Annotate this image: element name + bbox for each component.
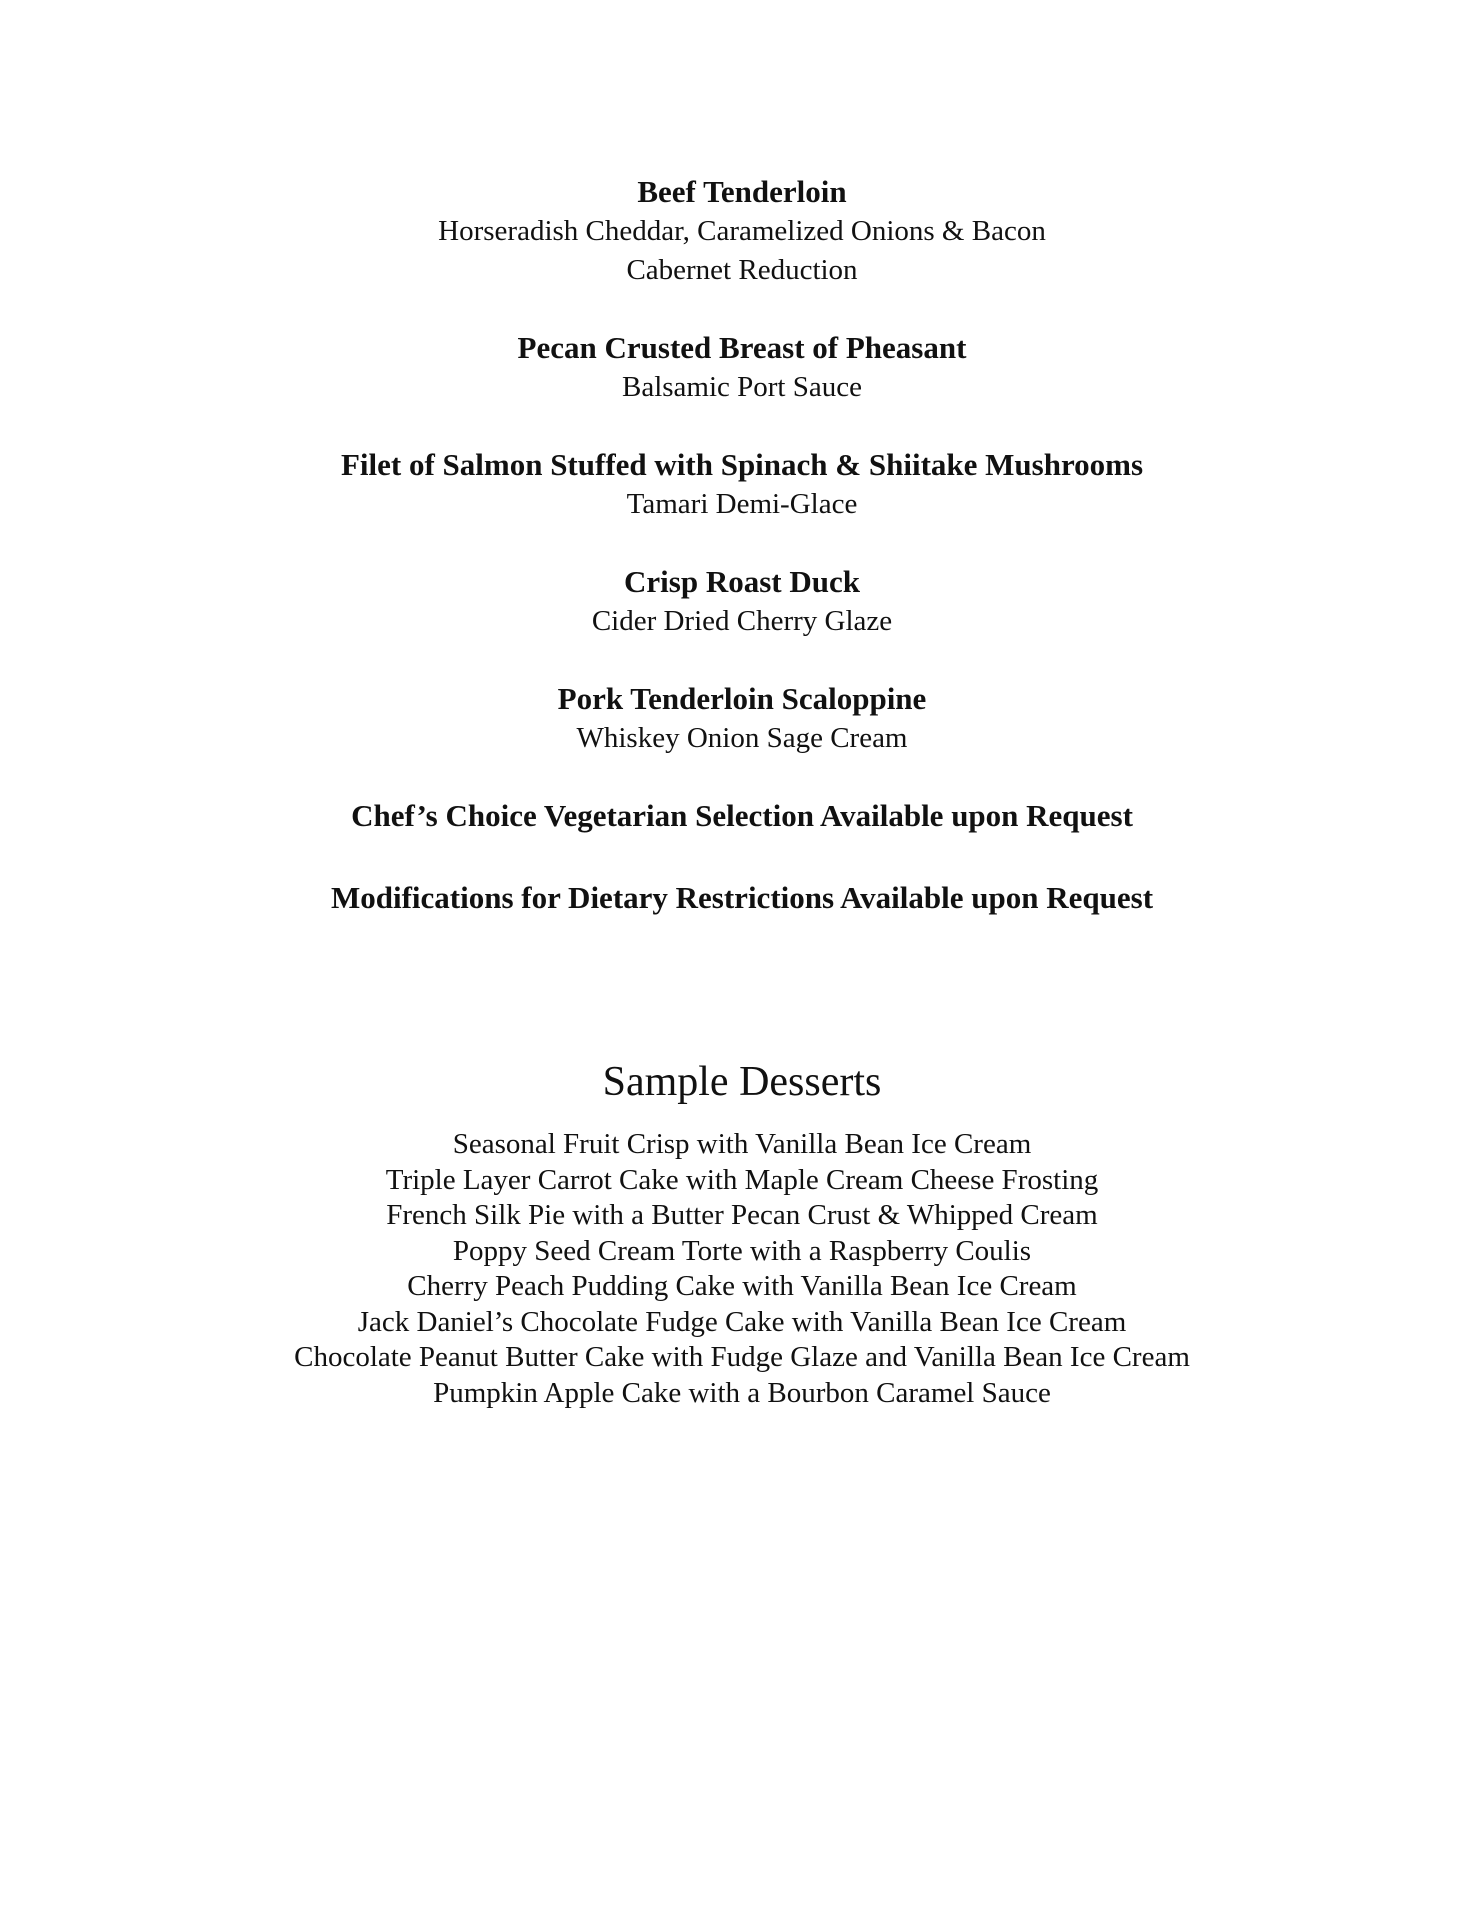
dessert-item: Seasonal Fruit Crisp with Vanilla Bean Ice Cream	[452, 1128, 1032, 1160]
dessert-list	[0, 1127, 1484, 1411]
dessert-item: French Silk Pie with a Butter Pecan Crust & Whipped Cream	[386, 1199, 1098, 1231]
dessert-section	[0, 1057, 1484, 1411]
entree-detail: Whiskey Onion Sage Cream	[576, 722, 908, 754]
entree-name: Beef Tenderloin	[637, 174, 847, 209]
dessert-item: Cherry Peach Pudding Cake with Vanilla Bean Ice Cream	[407, 1270, 1077, 1302]
entree-name: Crisp Roast Duck	[624, 564, 860, 599]
dessert-item: Poppy Seed Cream Torte with a Raspberry Coulis	[452, 1234, 1032, 1267]
vegetarian-note: Chef’s Choice Vegetarian Selection Available upon Request	[351, 798, 1133, 833]
entree-item	[0, 328, 1484, 407]
entree-detail: Tamari Demi-Glace	[626, 488, 858, 520]
dessert-item: Pumpkin Apple Cake with a Bourbon Caramel Sauce	[433, 1376, 1051, 1409]
entree-detail: Cider Dried Cherry Glaze	[591, 605, 893, 637]
entree-item	[0, 172, 1484, 290]
entree-detail: Balsamic Port Sauce	[621, 371, 862, 403]
entree-name: Filet of Salmon Stuffed with Spinach & Shiitake Mushrooms	[340, 447, 1144, 482]
entree-item	[0, 679, 1484, 758]
entree-detail: Cabernet Reduction	[626, 254, 858, 286]
entree-item	[0, 445, 1484, 524]
entree-section	[0, 172, 1484, 918]
dessert-item: Jack Daniel’s Chocolate Fudge Cake with Vanilla Bean Ice Cream	[357, 1305, 1127, 1338]
desserts-heading: Sample Desserts	[602, 1059, 882, 1105]
entree-name: Pork Tenderloin Scaloppine	[557, 681, 927, 716]
entree-item	[0, 562, 1484, 641]
entree-name: Pecan Crusted Breast of Pheasant	[517, 330, 967, 365]
dessert-item: Chocolate Peanut Butter Cake with Fudge Glaze and Vanilla Bean Ice Cream	[294, 1341, 1190, 1373]
dietary-note: Modifications for Dietary Restrictions Available upon Request	[330, 880, 1154, 915]
entree-detail: Horseradish Cheddar, Caramelized Onions & Bacon	[438, 215, 1046, 247]
dessert-item: Triple Layer Carrot Cake with Maple Cream Cheese Frosting	[385, 1163, 1099, 1196]
